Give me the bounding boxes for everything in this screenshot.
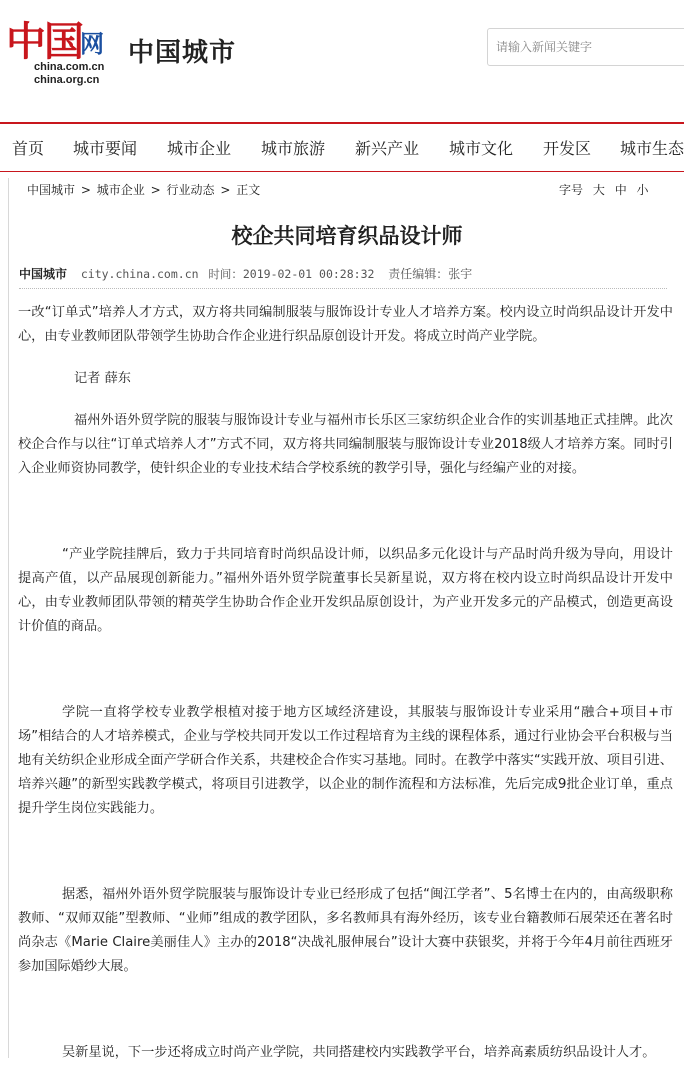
site-title[interactable]: 中国城市 bbox=[128, 38, 237, 68]
article-paragraph: 据悉，福州外语外贸学院服装与服饰设计专业已经形成了包括“闽江学者”、5名博士在内的，由高级职称教师、“双师双能”型教师、“业师”组成的教学团队，多名教师具有海外经历，该专业台籍教师石展荣还在著名时尚杂志《Marie Claire美丽佳人》主办的2018“决战礼服伸展台”设计大赛中获银奖，并将于今年4月前往西班牙参加国际婚纱大展。 bbox=[18, 887, 673, 974]
font-size-switcher bbox=[559, 181, 655, 198]
site-header bbox=[0, 0, 684, 120]
article-meta bbox=[19, 265, 667, 289]
logo-domain-com: china.com.cn bbox=[34, 61, 105, 73]
logo-mark: 中国 bbox=[6, 18, 82, 65]
article-editor: 责任编辑：张宇 bbox=[388, 267, 473, 281]
font-size-label: 字号 bbox=[559, 183, 584, 197]
logo-domain-org: china.org.cn bbox=[34, 74, 100, 86]
nav-item-city-tourism[interactable]: 城市旅游 bbox=[261, 139, 326, 158]
article-paragraph: 学院一直将学校专业教学根植对接于地方区域经济建设，其服装与服饰设计专业采用“融合+项目+市场”相结合的人才培养模式，企业与学校共同开发以工作过程培育为主线的课程体系，通过行业协会平台积极与当地有关纺织企业形成全面产学研合作关系，共建校企合作实习基地。同时。在教学中落实“实践开放、项目引进、培养兴趣”的新型实践教学模式，将项目引进教学，以企业的制作流程和方法标准，先后完成9批企业订单，重点提升学生岗位实践能力。 bbox=[18, 705, 673, 816]
breadcrumb-item-city-enterprise[interactable]: 城市企业 bbox=[96, 183, 145, 197]
breadcrumb-separator: > bbox=[80, 183, 91, 197]
article-source-url[interactable]: city.china.com.cn bbox=[80, 267, 199, 281]
breadcrumb-item-china-city[interactable]: 中国城市 bbox=[27, 183, 76, 197]
article-summary: 一改“订单式”培养人才方式，双方将共同编制服装与服饰设计专业人才培养方案。校内设立时尚织品设计开发中心，由专业教师团队带领学生协助合作企业进行织品原创设计开发。将成立时尚产业学院。 bbox=[18, 305, 673, 344]
nav-item-city-culture[interactable]: 城市文化 bbox=[449, 139, 514, 158]
article-paragraph: 吴新星说，下一步还将成立时尚产业学院，共同搭建校内实践教学平台，培养高素质纺织品设计人才。 bbox=[62, 1045, 656, 1060]
china-net-logo[interactable] bbox=[6, 10, 116, 90]
article-byline: 记者 薛东 bbox=[74, 371, 131, 386]
nav-item-city-ecology[interactable]: 城市生态 bbox=[620, 139, 684, 158]
logo-net: 网 bbox=[80, 30, 104, 58]
font-size-large-button[interactable]: 大 bbox=[592, 183, 605, 197]
breadcrumb-item-industry-news[interactable]: 行业动态 bbox=[166, 183, 215, 197]
nav-item-home[interactable]: 首页 bbox=[12, 139, 45, 158]
breadcrumb-separator: > bbox=[220, 183, 231, 197]
font-size-small-button[interactable]: 小 bbox=[636, 183, 649, 197]
main-nav bbox=[0, 122, 684, 172]
article-body bbox=[18, 301, 673, 1065]
article-title: 校企共同培育织品设计师 bbox=[231, 224, 463, 248]
breadcrumb-separator: > bbox=[150, 183, 161, 197]
article-source: 中国城市 bbox=[19, 267, 68, 281]
nav-item-emerging-industry[interactable]: 新兴产业 bbox=[355, 139, 420, 158]
nav-item-city-news[interactable]: 城市要闻 bbox=[73, 139, 138, 158]
nav-item-city-enterprise[interactable]: 城市企业 bbox=[167, 139, 232, 158]
font-size-medium-button[interactable]: 中 bbox=[614, 183, 627, 197]
article-paragraph: 福州外语外贸学院的服装与服饰设计专业与福州市长乐区三家纺织企业合作的实训基地正式挂牌。此次校企合作与以往“订单式培养人才”方式不同，双方将共同编制服装与服饰设计专业2018级人才培养方案。同时引入企业师资协同教学，使针织企业的专业技术结合学校系统的教学引导，强化与经编产业的对接。 bbox=[18, 413, 673, 476]
search-input[interactable] bbox=[487, 28, 684, 66]
breadcrumb-item-article: 正文 bbox=[236, 183, 261, 197]
article-time: 时间：2019-02-01 00:28:32 bbox=[208, 267, 375, 281]
article-frame bbox=[8, 178, 684, 1058]
article-paragraph: “产业学院挂牌后，致力于共同培育时尚织品设计师，以织品多元化设计与产品时尚升级为导向，用设计提高产值，以产品展现创新能力。”福州外语外贸学院董事长吴新星说，双方将在校内设立时尚织品设计开发中心，由专业教师团队带领的精英学生协助合作企业开发织品原创设计，为产业开发多元的产品模式，创造更高设计价值的商品。 bbox=[18, 547, 673, 634]
breadcrumb bbox=[27, 181, 262, 198]
nav-item-development-zone[interactable]: 开发区 bbox=[543, 139, 592, 158]
